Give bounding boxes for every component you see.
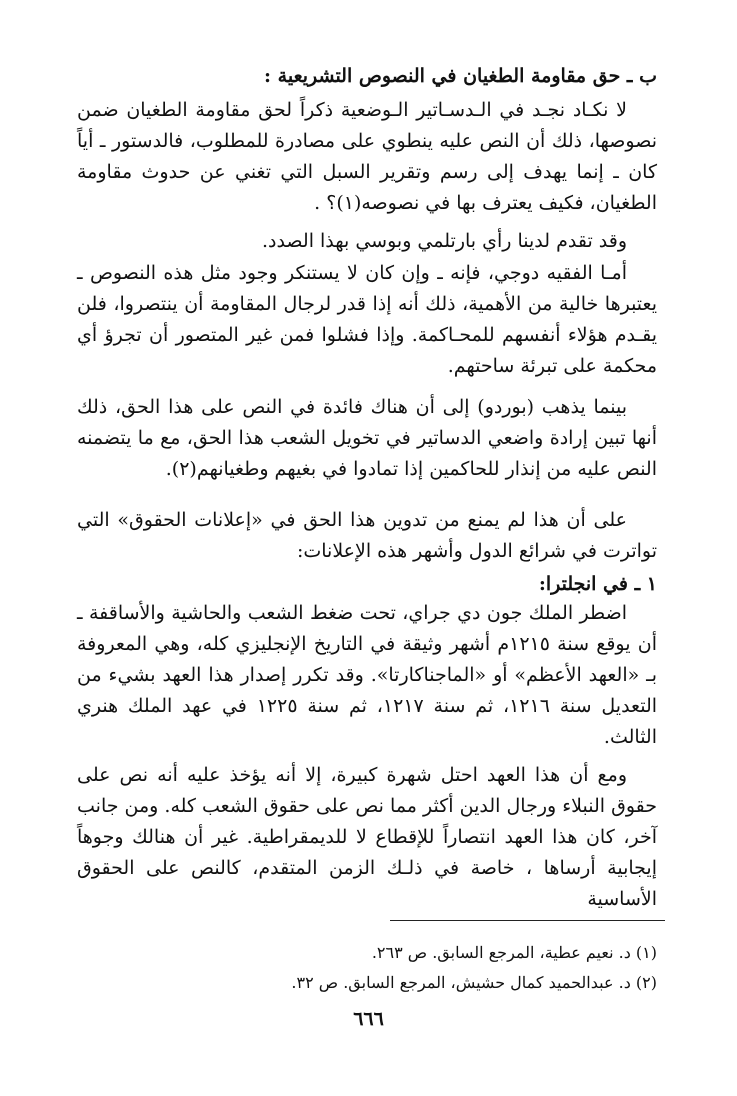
paragraph-5: على أن هذا لم يمنع من تدوين هذا الحق في «إعلانات الحقوق» التي تواترت في شرائع الدول وأشهر هذه الإعلانات: [77,509,657,562]
footnotes [97,938,657,998]
paragraph-7: ومع أن هذا العهد احتل شهرة كبيرة، إلا أنه يؤخذ عليه أنه نص على حقوق النبلاء ورجال الدين أكثر مما نص على حقوق الشعب كله. ومن جانب آخر، كان هذا العهد انتصاراً للإقطاع لا للديمقراطية. غير أن هنالك وجوهاً إيجابية أرساها ، خاصة في ذلـك الزمن المتقدم، كالنص على الحقوق الأساسية [77,764,657,910]
page-number: ٦٦٦ [353,1008,384,1030]
footnote-divider [390,920,665,921]
sub-heading-england: ١ ـ في انجلترا: [538,573,657,595]
section-heading: ب ـ حق مقاومة الطغيان في النصوص التشريعية : [264,65,657,87]
paragraph-3: أمـا الفقيه دوجي، فإنه ـ وإن كان لا يستنكر وجود مثل هذه النصوص ـ يعتبرها خالية من الأهمية، ذلك أنه إذا قدر لرجال المقاومة أن ينتصروا، فلن يقـدم هؤلاء أنفسهم للمحـاكمة. وإذا فشلوا فمن غير المتصور أن تجرؤ أي محكمة على تبرئة ساحتهم. [77,262,657,377]
footnote-2: (٢) د. عبدالحميد كمال حشيش، المرجع السابق. ص ٣٢. [291,973,657,992]
paragraph-4: بينما يذهب (بوردو) إلى أن هناك فائدة في النص على هذا الحق، ذلك أنها تبين إرادة واضعي الدساتير في تخويل الشعب هذا الحق، مع ما يتضمنه النص عليه من إنذار للحاكمين إذا تمادوا في بغيهم وطغيانهم(٢). [77,396,657,480]
footnote-1: (١) د. نعيم عطية، المرجع السابق. ص ٢٦٣. [371,943,657,962]
paragraph-1: لا نكـاد نجـد في الـدسـاتير الـوضعية ذكراً لحق مقاومة الطغيان ضمن نصوصها، ذلك أن النص عليه ينطوي على مصادرة للمطلوب، فالدستور ـ أياً كان ـ إنما يهدف إلى رسم وتقرير السبل التي تغني عن حدوث مقاومة الطغيان، فكيف يعترف بها في نصوصه(١)؟ . [77,99,657,214]
paragraph-2: وقد تقدم لدينا رأي بارتلمي وبوسي بهذا الصدد. [261,230,627,252]
paragraph-6: اضطر الملك جون دي جراي، تحت ضغط الشعب والحاشية والأساقفة ـ أن يوقع سنة ١٢١٥م أشهر وثيقة في التاريخ الإنجليزي كله، وهي المعروفة بـ «العهد الأعظم» أو «الماجناكارتا». وقد تكرر إصدار هذا العهد بشيء من التعديل سنة ١٢١٦، ثم سنة ١٢١٧، ثم سنة ١٢٢٥ في عهد الملك هنري الثالث. [77,602,658,748]
